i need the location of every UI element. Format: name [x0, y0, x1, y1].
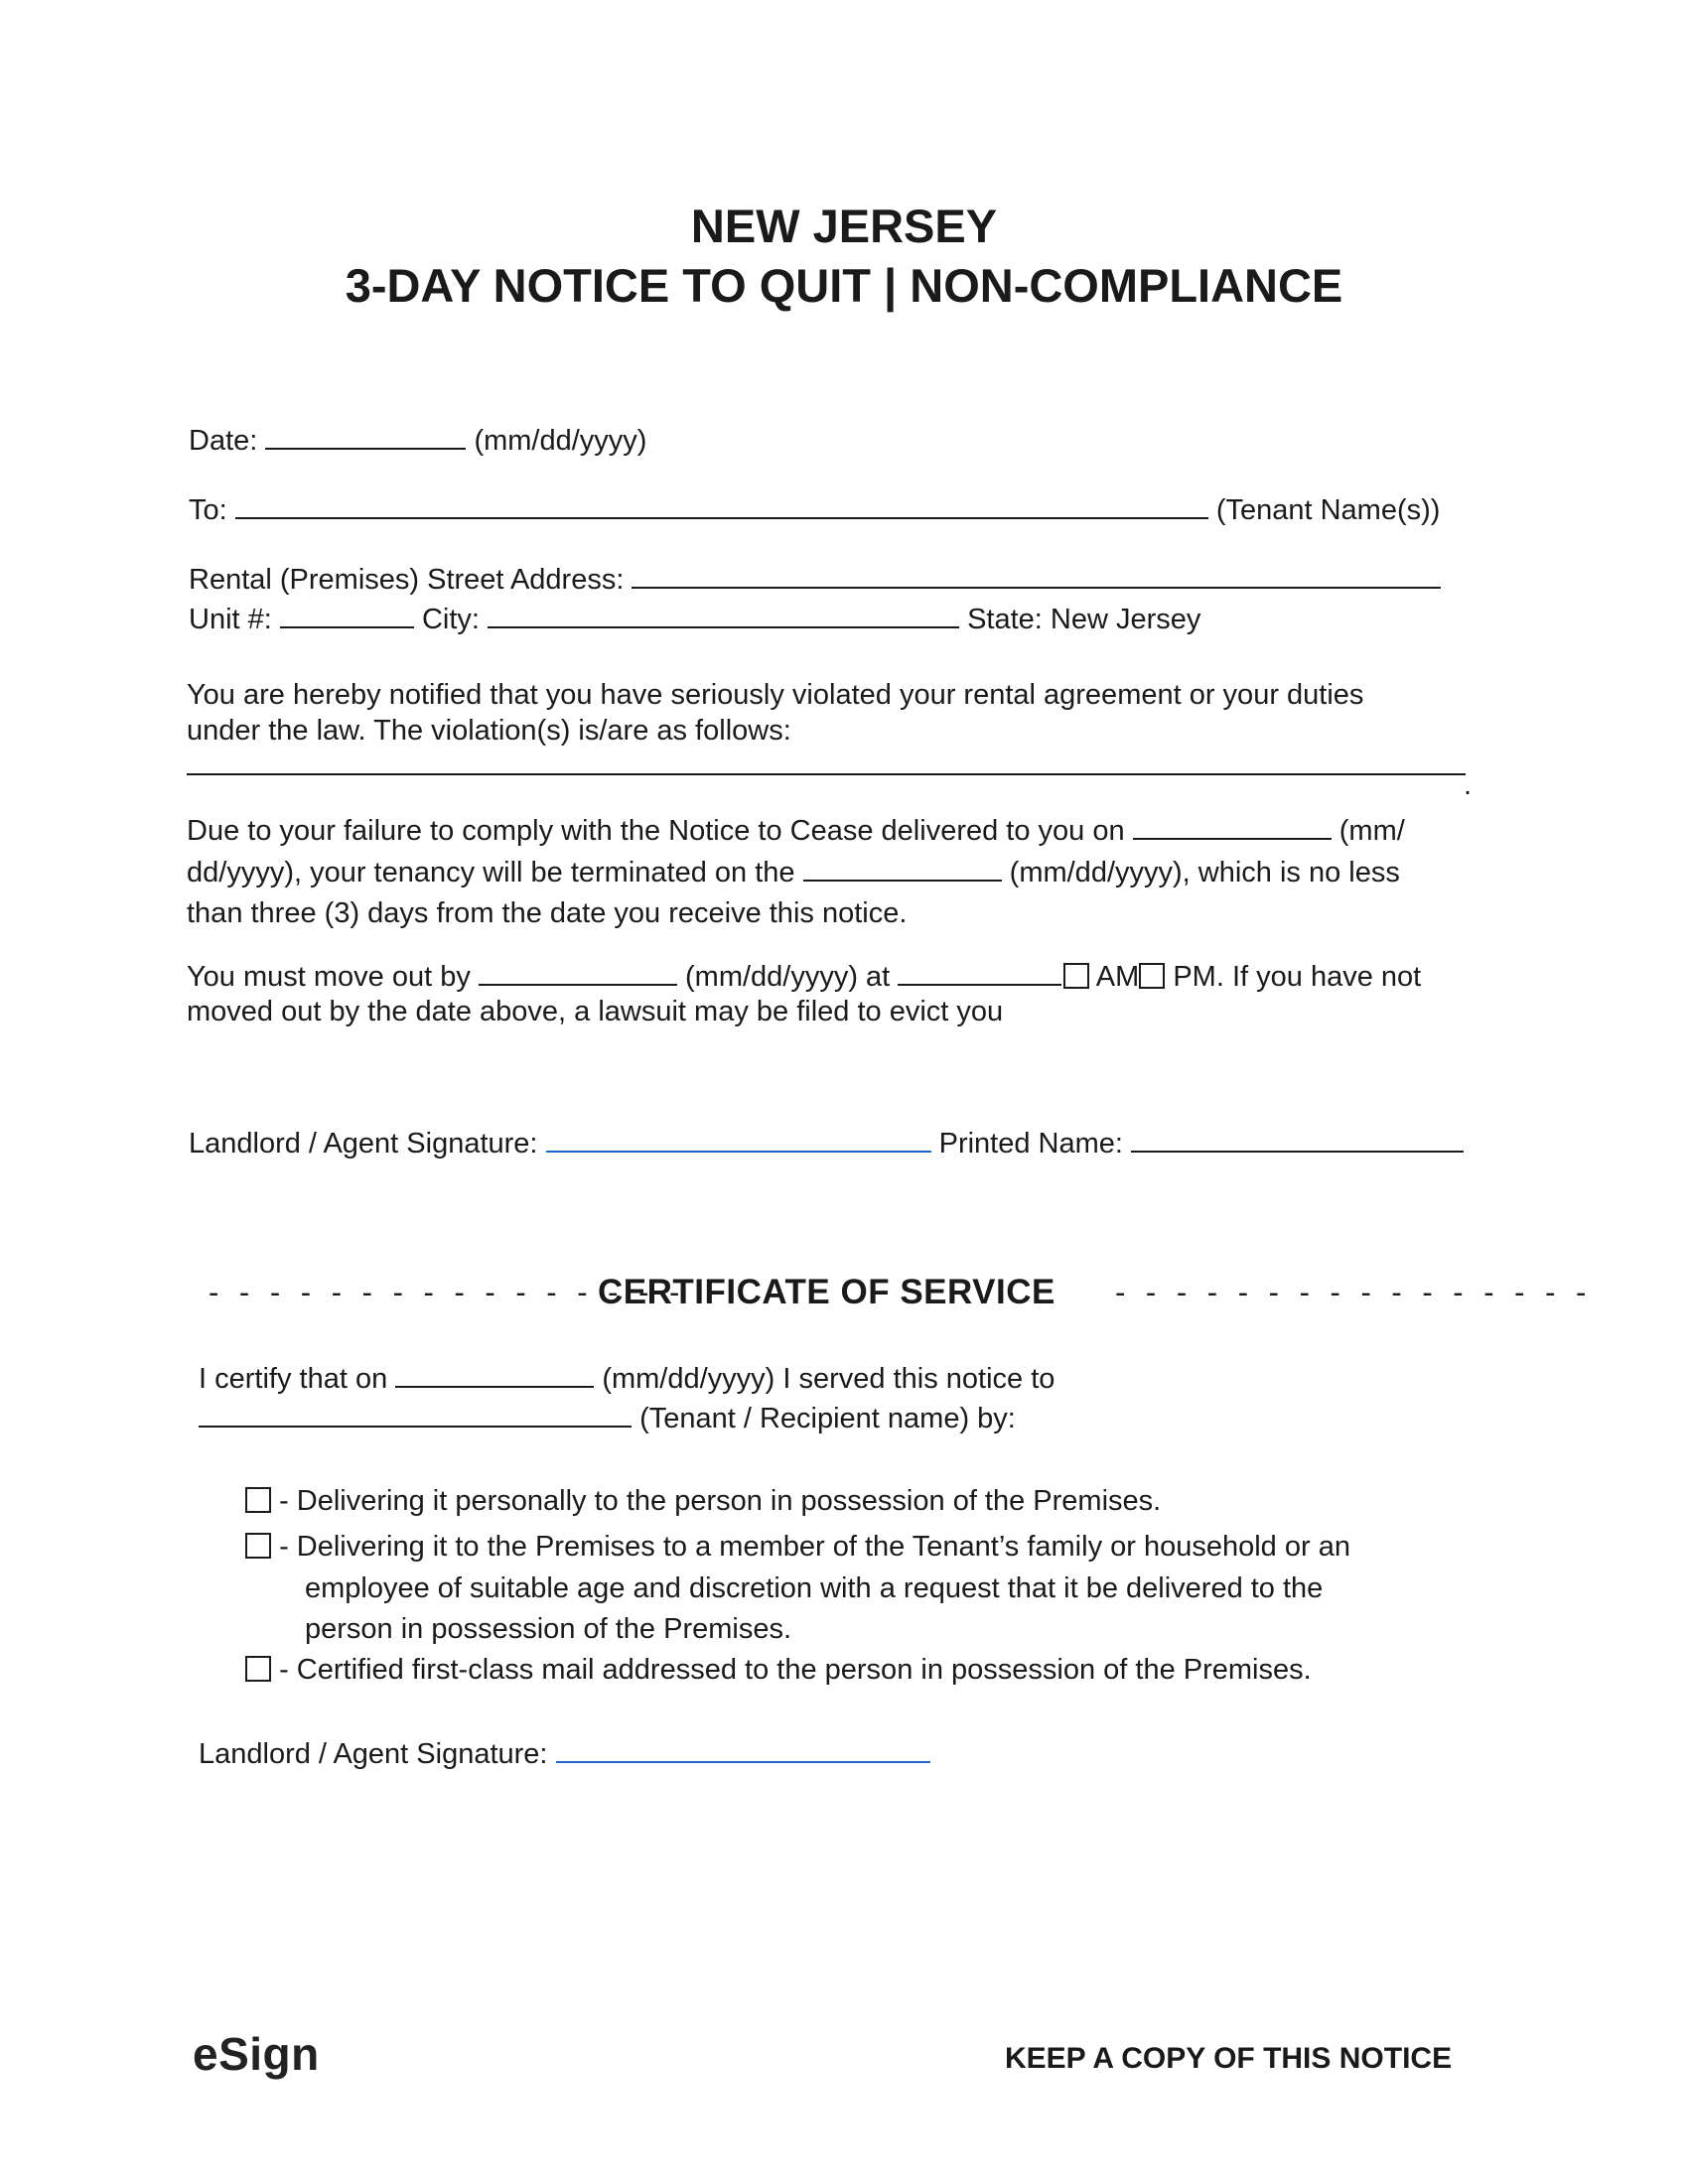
am-checkbox[interactable]	[1063, 963, 1089, 989]
move-out-label: You must move out by	[187, 961, 471, 993]
move-out-format-at: (mm/dd/yyyy) at	[685, 961, 891, 993]
option-text: - Delivering it to the Premises to a member of the Tenant’s family or household or an	[279, 1531, 1350, 1563]
address-row	[189, 561, 1441, 598]
to-label: To:	[189, 494, 227, 526]
date-field[interactable]	[265, 422, 466, 450]
certificate-signature-field[interactable]	[556, 1735, 930, 1763]
option-text: - Delivering it personally to the person in possession of the Premises.	[279, 1485, 1162, 1517]
signature-label: Landlord / Agent Signature:	[189, 1128, 538, 1160]
am-label: AM	[1095, 961, 1140, 993]
heading-dashes-left: - - - - - - - - - - - - - - - -	[209, 1275, 686, 1309]
move-out-text-2: moved out by the date above, a lawsuit may be filed to evict you	[187, 996, 1004, 1027]
signature-row	[189, 1125, 1464, 1161]
title-state: NEW JERSEY	[690, 200, 998, 252]
certify-end: (mm/dd/yyyy) I served this notice to	[602, 1363, 1055, 1395]
household-delivery-checkbox[interactable]	[245, 1533, 271, 1559]
certificate-heading: CERTIFICATE OF SERVICE	[598, 1273, 1055, 1311]
unit-field[interactable]	[280, 601, 414, 628]
failure-row-2	[187, 854, 1400, 890]
violation-text-2: under the law. The violation(s) is/are as follows:	[187, 715, 791, 747]
unit-city-row	[189, 601, 1200, 637]
violation-period: .	[1464, 769, 1473, 801]
certified-mail-checkbox[interactable]	[245, 1656, 271, 1682]
heading-dashes-right: - - - - - - - - - - - - - - - -	[1115, 1275, 1593, 1309]
pm-text: PM. If you have not	[1173, 961, 1422, 993]
service-option-household	[245, 1529, 1350, 1565]
failure-text-3: than three (3) days from the date you receive this notice.	[187, 897, 908, 929]
unit-label: Unit #:	[189, 604, 272, 635]
option-text: - Certified first-class mail addressed to the person in possession of the Premises.	[279, 1654, 1312, 1686]
option-text-continued: employee of suitable age and discretion with a request that it be delivered to the	[305, 1572, 1324, 1604]
service-option-personal	[245, 1483, 1161, 1519]
city-field[interactable]	[488, 601, 959, 628]
failure-text-1: Due to your failure to comply with the Notice to Cease delivered to you on	[187, 815, 1125, 847]
certificate-signature-label: Landlord / Agent Signature:	[199, 1738, 548, 1770]
violation-text-1: You are hereby notified that you have seriously violated your rental agreement or your duties	[187, 679, 1364, 711]
tenant-names-hint: (Tenant Name(s))	[1215, 494, 1441, 526]
certify-row	[199, 1360, 1055, 1397]
recipient-hint: (Tenant / Recipient name) by:	[639, 1403, 1016, 1434]
failure-text-2-end: (mm/dd/yyyy), which is no less	[1009, 857, 1400, 888]
personal-delivery-checkbox[interactable]	[245, 1487, 271, 1513]
pm-checkbox[interactable]	[1139, 963, 1165, 989]
city-label: City:	[421, 604, 480, 635]
state-label: State: New Jersey	[967, 604, 1201, 635]
cease-delivery-date-field[interactable]	[1133, 812, 1332, 840]
service-option-mail	[245, 1652, 1312, 1688]
termination-date-field[interactable]	[803, 854, 1002, 882]
title-notice: 3-DAY NOTICE TO QUIT | NON-COMPLIANCE	[345, 259, 1343, 312]
date-format-hint: (mm/dd/yyyy)	[474, 425, 647, 457]
date-row	[189, 422, 646, 459]
recipient-row	[199, 1400, 1016, 1436]
move-out-date-field[interactable]	[479, 958, 677, 986]
certify-start: I certify that on	[199, 1363, 388, 1395]
esign-logo: eSign	[193, 2028, 320, 2080]
violation-field[interactable]	[187, 773, 1466, 775]
address-label: Rental (Premises) Street Address:	[189, 564, 625, 596]
service-date-field[interactable]	[395, 1360, 594, 1388]
printed-name-field[interactable]	[1131, 1125, 1464, 1153]
failure-text-1-end: (mm/	[1338, 815, 1405, 847]
keep-copy-notice: KEEP A COPY OF THIS NOTICE	[1005, 2042, 1453, 2075]
certificate-signature-row	[199, 1735, 930, 1772]
option-text-continued: person in possession of the Premises.	[305, 1613, 792, 1645]
to-row	[189, 491, 1440, 528]
tenant-names-field[interactable]	[235, 491, 1208, 519]
move-out-row	[187, 958, 1421, 995]
landlord-signature-field[interactable]	[546, 1125, 931, 1153]
recipient-name-field[interactable]	[199, 1400, 632, 1428]
street-address-field[interactable]	[632, 561, 1441, 589]
date-label: Date:	[189, 425, 258, 457]
printed-name-label: Printed Name:	[938, 1128, 1123, 1160]
failure-text-2-start: dd/yyyy), your tenancy will be terminated on the	[187, 857, 795, 888]
failure-row-1	[187, 812, 1405, 849]
move-out-time-field[interactable]	[898, 958, 1061, 986]
